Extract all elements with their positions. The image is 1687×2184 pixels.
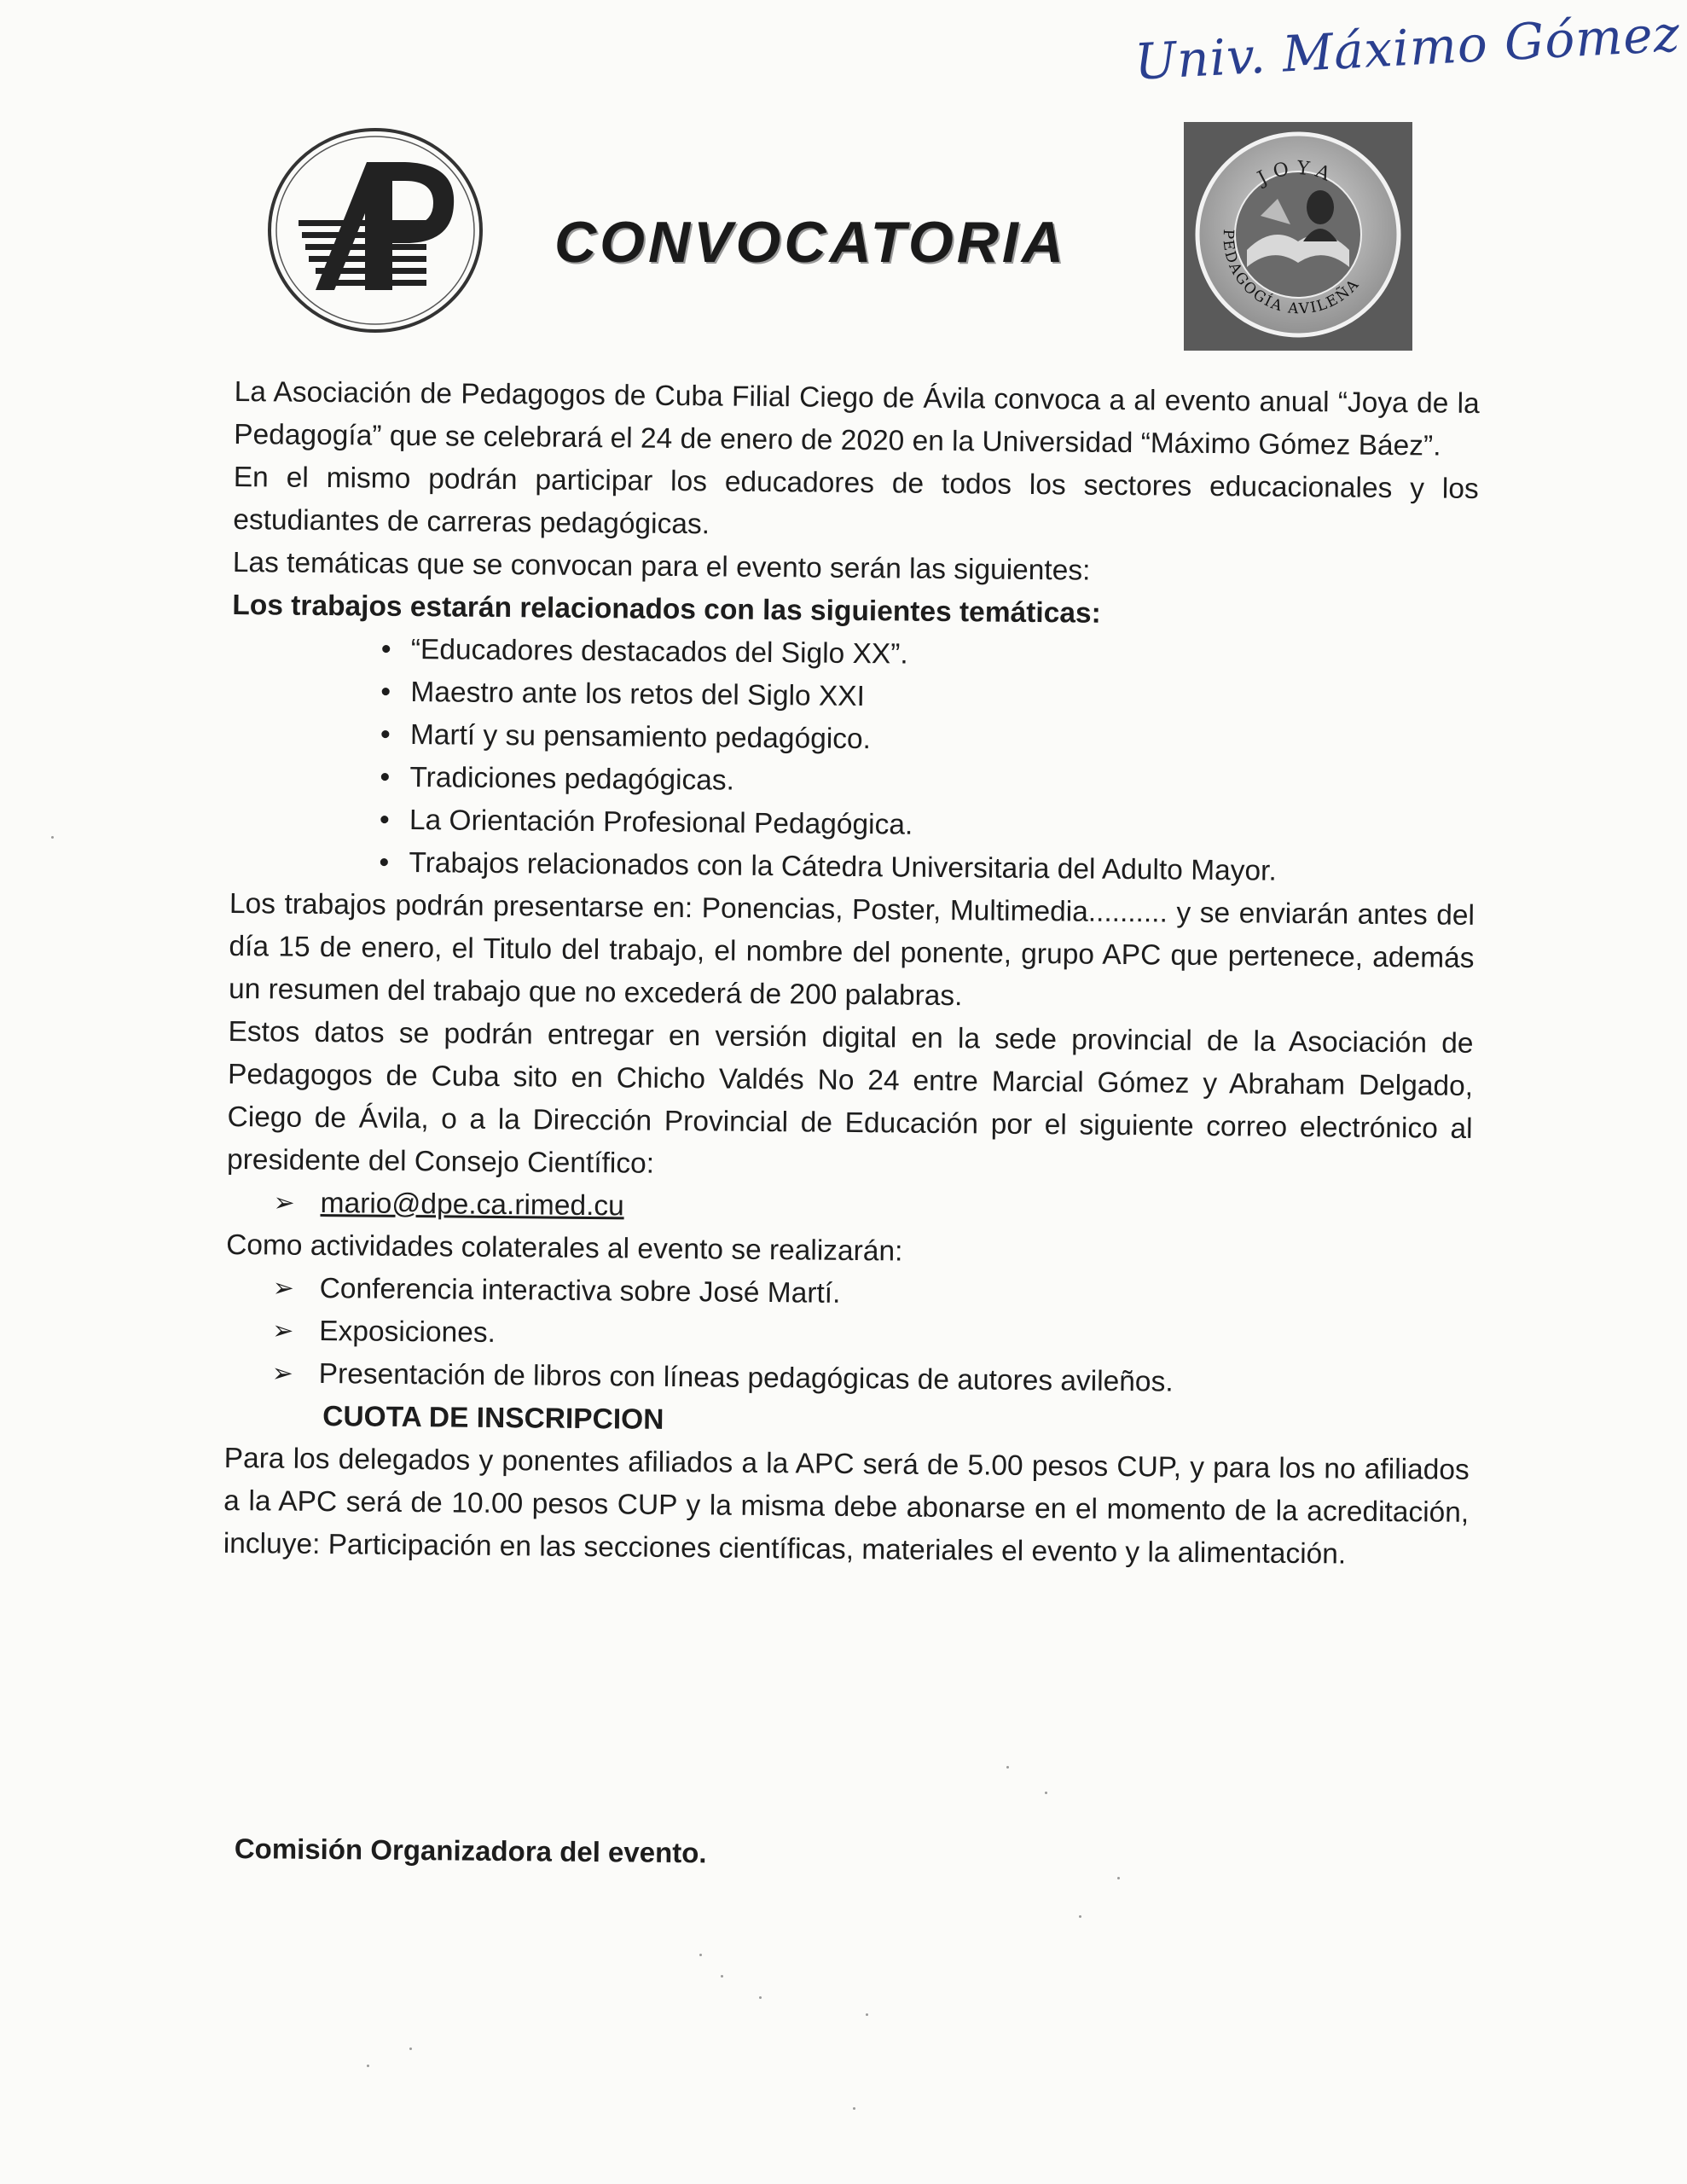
submission-paragraph: Los trabajos podrán presentarse en: Ponencias, Poster, Multimedia.......... y se enviarán antes del día 15 de enero, el Titulo del trabajo, el nombre del ponente, grupo APC que pertenece, además un resumen del trabajo que no excederá de 200 palabras. — [228, 887, 1475, 1013]
page-title: CONVOCATORIA — [554, 210, 1067, 275]
signoff: Comisión Organizadora del evento. — [234, 1833, 707, 1869]
scan-speck — [1006, 1766, 1009, 1769]
scan-speck — [409, 2048, 412, 2050]
handwritten-note: Univ. Máximo Gómez — [1133, 4, 1682, 91]
email-link[interactable]: mario@dpe.ca.rimed.cu — [320, 1188, 624, 1223]
activities-intro: Como actividades colaterales al evento se realizarán: — [225, 1228, 903, 1268]
list-item: • Tradiciones pedagógicas. — [380, 757, 1475, 810]
arrow-bullet-icon: ➢ — [272, 1274, 294, 1303]
scan-speck — [51, 836, 54, 839]
activity-text: Conferencia interactiva sobre José Martí. — [319, 1273, 841, 1310]
list-item: • Maestro ante los retos del Siglo XXI — [380, 671, 1476, 724]
themes-intro: Las temáticas que se convocan para el evento serán las siguientes: — [232, 546, 1091, 587]
delivery-paragraph: Estos datos se podrán entregar en versión digital en la sede provincial de la Asociación de Pedagogos de Cuba sito en Chicho Valdés No 24 entre Marcial Gómez y Abraham Delgado, Ciego de Ávila, o a la Dirección Provincial de Educación por el siguiente correo electrónico al presidente del Consejo Científico: — [226, 1015, 1474, 1180]
fee-paragraph: Para los delegados y ponentes afiliados a la APC será de 5.00 pesos CUP, y para los no afiliados a la APC será de 10.00 pesos CUP y la misma debe abonarse en el momento de la acreditación, incluye: Participación en las secciones científicas, materiales el evento y la alimentación. — [223, 1442, 1470, 1571]
activity-text: Presentación de libros con líneas pedagógicas de autores avileños. — [318, 1358, 1174, 1398]
scan-speck — [721, 1975, 723, 1978]
apc-logo-icon — [264, 119, 486, 341]
list-item: • “Educadores destacados del Siglo XX”. — [381, 629, 1477, 682]
scan-speck — [759, 1996, 762, 1999]
scan-speck — [866, 2013, 868, 2016]
scan-speck — [367, 2065, 369, 2067]
list-item: • Martí y su pensamiento pedagógico. — [380, 714, 1476, 767]
participants-paragraph: En el mismo podrán participar los educadores de todos los sectores educacionales y los estudiantes de carreras pedagógicas. — [233, 461, 1479, 541]
intro-paragraph: La Asociación de Pedagogos de Cuba Filial Ciego de Ávila convoca a al evento anual “Joya de la Pedagogía” que se celebrará el 24 de enero de 2020 en la Universidad “Máximo Gómez Báez”. — [234, 375, 1480, 462]
joya-logo-icon — [1184, 122, 1412, 351]
list-item: • La Orientación Profesional Pedagógica. — [380, 799, 1475, 852]
scan-speck — [853, 2107, 855, 2110]
document-body — [223, 371, 1480, 1577]
activity-text: Exposiciones. — [319, 1316, 496, 1349]
arrow-bullet-icon: ➢ — [273, 1188, 295, 1217]
list-item: • Trabajos relacionados con la Cátedra Universitaria del Adulto Mayor. — [379, 842, 1475, 895]
scan-speck — [1079, 1915, 1081, 1918]
activities-list — [224, 1267, 1470, 1407]
themes-heading: Los trabajos estarán relacionados con las siguientes temáticas: — [232, 589, 1101, 630]
arrow-bullet-icon: ➢ — [271, 1359, 294, 1388]
fee-heading: CUOTA DE INSCRIPCION — [322, 1401, 664, 1436]
scan-speck — [699, 1954, 702, 1956]
scan-speck — [1045, 1792, 1047, 1794]
joya-logo-top-text: JOYA — [1254, 157, 1340, 190]
scan-speck — [1117, 1877, 1120, 1879]
arrow-bullet-icon: ➢ — [272, 1316, 294, 1345]
themes-list — [229, 627, 1477, 895]
joya-logo-bottom-text: PEDAGOGÍA AVILEÑA — [1219, 229, 1364, 318]
